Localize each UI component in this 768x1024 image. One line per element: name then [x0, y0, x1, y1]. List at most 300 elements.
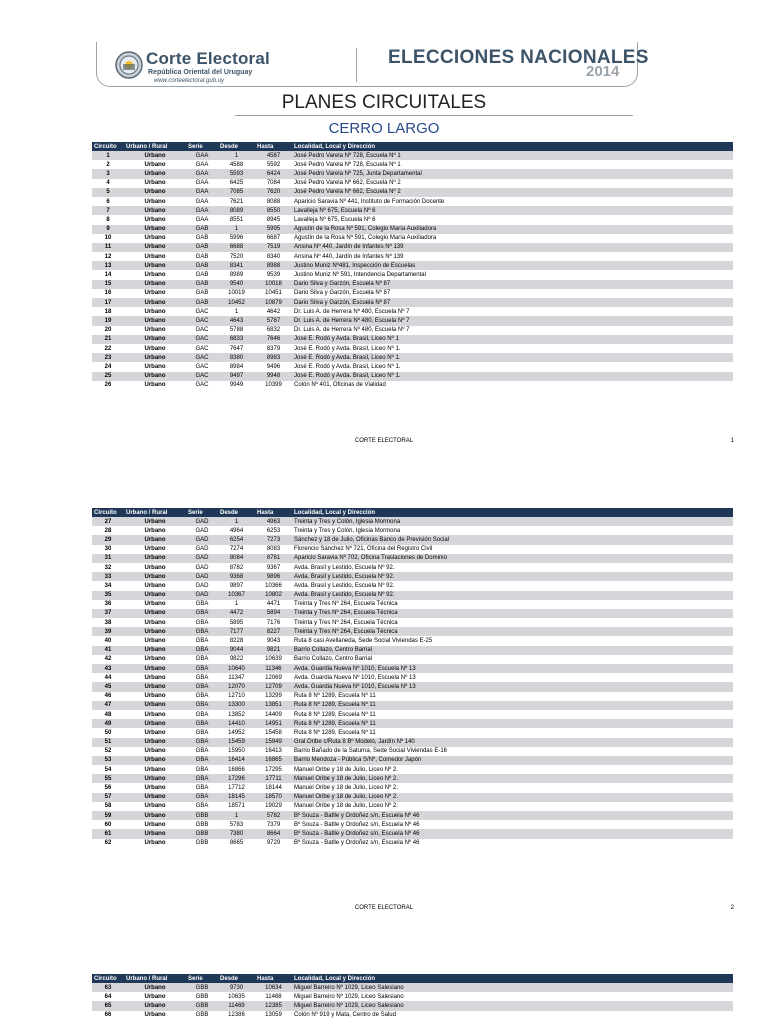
col-hasta: Hasta: [255, 508, 292, 517]
table-row: [92, 765, 733, 774]
area-type: Urbano: [144, 308, 166, 315]
circuit-number: 6: [106, 198, 110, 205]
brand-title: Corte Electoral: [146, 49, 270, 68]
circuit-number: 17: [92, 298, 124, 307]
range-from: 9822: [229, 656, 244, 663]
range-to: 4642: [266, 308, 281, 315]
location-address: Manuel Oribe y 18 de Julio, Liceo Nº 2.: [292, 793, 733, 802]
range-from: 7520: [229, 253, 244, 260]
range-to: 5592: [266, 161, 281, 168]
circuits-table-page-2: [92, 508, 733, 848]
circuit-number: 48: [104, 711, 112, 718]
location-address: Avda. Brasil y Lestido, Escuela Nº 92.: [294, 582, 395, 589]
location-address: Treinta y Tres Nº 264, Escuela Técnica: [292, 609, 733, 618]
circuit-number: 1: [92, 151, 124, 160]
page-number: 1: [730, 438, 734, 444]
area-type: Urbano: [144, 803, 166, 810]
circuit-number: 16: [104, 290, 112, 297]
area-type: Urbano: [144, 729, 166, 736]
location-address: Lavalleja Nº 675, Escuela Nº 6: [294, 216, 376, 223]
location-address: Bº Souza - Batlle y Ordoñez s/n, Escuela Nº 46: [292, 829, 733, 838]
series: GAB: [186, 261, 218, 270]
range-to: 7273: [255, 535, 292, 544]
circuit-number: 53: [92, 756, 124, 765]
area-type: Urbano: [124, 316, 186, 325]
area-type: Urbano: [144, 766, 166, 773]
range-to: 15458: [265, 729, 282, 736]
area-type: Urbano: [124, 983, 186, 992]
range-from: 14410: [218, 719, 255, 728]
series: GBA: [195, 803, 209, 810]
range-from: 8989: [229, 272, 244, 279]
area-type: Urbano: [144, 180, 166, 187]
circuit-number: 2: [106, 161, 110, 168]
location-address: José E. Rodó y Avda. Brasil, Liceo Nº 1.: [292, 353, 733, 362]
range-from: 1: [218, 151, 255, 160]
range-from: 7085: [218, 188, 255, 197]
area-type: Urbano: [124, 591, 186, 600]
location-address: Colón Nº 919 y Mata, Centro de Salud: [294, 1012, 396, 1019]
table-row: [92, 197, 733, 206]
table-row: [92, 738, 733, 747]
page-title: PLANES CIRCUITALES: [281, 92, 487, 113]
range-from: 9897: [229, 582, 244, 589]
range-to: 10879: [255, 298, 292, 307]
location-address: Treinta y Tres y Colón, Iglesia Mormona: [294, 527, 401, 534]
range-to: 19029: [265, 803, 282, 810]
table-row: [92, 747, 733, 756]
location-address: Treinta y Tres Nº 264, Escuela Técnica: [294, 601, 398, 608]
page-number: 2: [730, 905, 734, 911]
range-from: 1: [218, 517, 255, 526]
table-row: [92, 160, 733, 169]
range-from: 4588: [229, 161, 244, 168]
range-to: 7176: [266, 619, 281, 626]
range-from: 1: [234, 308, 239, 315]
table-row: [92, 756, 733, 765]
range-from: 9497: [218, 372, 255, 381]
table-row: [92, 829, 733, 838]
location-address: Sánchez y 18 de Julio, Oficinas Banco de Previsión Social: [292, 535, 733, 544]
range-from: 9044: [218, 646, 255, 655]
range-to: 13299: [265, 693, 282, 700]
area-type: Urbano: [124, 280, 186, 289]
range-from: 7177: [218, 627, 255, 636]
series: GAD: [186, 591, 218, 600]
circuit-number: 61: [92, 829, 124, 838]
area-type: Urbano: [144, 216, 166, 223]
series: GBB: [195, 821, 209, 828]
col-hasta: Hasta: [255, 974, 292, 983]
location-address: Treinta y Tres Nº 264, Escuela Técnica: [292, 627, 733, 636]
location-address: Ruta 8 Nº 1289, Escuela Nº 11: [292, 701, 733, 710]
table-row: [92, 372, 733, 381]
range-to: 10634: [255, 983, 292, 992]
circuit-number: 34: [104, 582, 112, 589]
series: GAC: [186, 335, 218, 344]
range-to: 14951: [255, 719, 292, 728]
location-address: Manuel Oribe y 18 de Julio, Liceo Nº 2.: [292, 774, 733, 783]
series: GAA: [186, 206, 218, 215]
area-type: Urbano: [144, 1012, 166, 1019]
range-from: 6254: [218, 535, 255, 544]
range-to: 10802: [255, 591, 292, 600]
location-address: Aparicio Saravia Nº 702, Oficina Traslaciones de Dominio: [292, 554, 733, 563]
circuit-number: 28: [104, 527, 112, 534]
circuit-number: 21: [92, 335, 124, 344]
range-to: 8983: [255, 353, 292, 362]
series: GBB: [186, 983, 218, 992]
location-address: Ruta 8 Nº 1289, Escuela Nº 11: [292, 719, 733, 728]
series: GAC: [195, 382, 209, 389]
range-from: 4964: [229, 527, 244, 534]
table-row: [92, 563, 733, 572]
location-address: Manuel Oribe y 18 de Julio, Liceo Nº 2.: [294, 766, 398, 773]
series: GAB: [195, 290, 209, 297]
series: GAD: [186, 554, 218, 563]
range-from: 14952: [228, 729, 245, 736]
range-from: 6425: [229, 180, 244, 187]
location-address: Barrio Collazo, Centro Barrial: [294, 656, 373, 663]
series: GBA: [195, 638, 209, 645]
location-address: Bº Souza - Batlle y Ordoñez s/n, Escuela Nº 46: [292, 811, 733, 820]
range-to: 4963: [255, 517, 292, 526]
circuit-number: 38: [104, 619, 112, 626]
location-address: Avda. Brasil y Lestido, Escuela Nº 92.: [292, 591, 733, 600]
range-to: 8227: [255, 627, 292, 636]
table-row: [92, 381, 733, 390]
area-type: Urbano: [124, 829, 186, 838]
series: GBA: [186, 719, 218, 728]
series: GBA: [186, 756, 218, 765]
col-desde: Desde: [218, 142, 255, 151]
location-address: Florencio Sánchez Nº 721, Oficina del Registro Civil: [294, 546, 433, 553]
col-circuito: Circuito: [92, 974, 124, 983]
corte-electoral-logo-icon: [114, 50, 144, 80]
section-title: CERRO LARGO: [328, 120, 440, 137]
election-title: ELECCIONES NACIONALES: [388, 47, 649, 68]
location-address: José E. Rodó y Avda. Brasil, Liceo Nº 1.: [294, 363, 401, 370]
circuit-number: 56: [104, 785, 112, 792]
range-from: 5783: [229, 821, 244, 828]
location-address: Avda. Guardia Nueva Nº 1010, Escuela Nº 13: [292, 682, 733, 691]
circuit-number: 9: [92, 225, 124, 234]
circuit-number: 12: [104, 253, 112, 260]
table-row: [92, 591, 733, 600]
circuit-number: 13: [92, 261, 124, 270]
table-row: [92, 627, 733, 636]
area-type: Urbano: [124, 206, 186, 215]
location-address: Avda. Guardia Nueva Nº 1010, Escuela Nº 13: [294, 674, 416, 681]
series: GBA: [186, 627, 218, 636]
header-divider: [356, 48, 357, 82]
range-from: 16866: [228, 766, 245, 773]
location-address: Justino Muniz Nº481, Inspección de Escuelas: [292, 261, 733, 270]
location-address: José E. Rodó y Avda. Brasil, Liceo Nº 1.: [292, 372, 733, 381]
series: GAD: [195, 582, 209, 589]
series: GAB: [186, 298, 218, 307]
range-from: 7647: [229, 345, 244, 352]
circuit-number: 64: [104, 993, 112, 1000]
circuit-number: 20: [104, 327, 112, 334]
circuits-table-page-3: [92, 974, 733, 1020]
col-localidad: Localidad, Local y Dirección: [292, 974, 733, 983]
table-row: [92, 701, 733, 710]
circuit-number: 46: [104, 693, 112, 700]
table-row: [92, 820, 733, 829]
table-row: [92, 206, 733, 215]
range-to: 10639: [265, 656, 282, 663]
circuit-number: 55: [92, 774, 124, 783]
area-type: Urbano: [124, 372, 186, 381]
series: GAA: [186, 151, 218, 160]
location-address: Avda. Brasil y Lestido, Escuela Nº 92.: [294, 564, 395, 571]
range-to: 9729: [266, 840, 281, 847]
col-urbano-rural: Urbano / Rural: [124, 974, 186, 983]
table-row: [92, 362, 733, 371]
range-from: 10019: [228, 290, 245, 297]
location-address: Miguel Barreiro Nº 1029, Liceo Salesiano: [292, 983, 733, 992]
range-to: 10399: [265, 382, 282, 389]
series: GAA: [195, 180, 209, 187]
title-divider: [235, 115, 633, 116]
table-row: [92, 554, 733, 563]
area-type: Urbano: [124, 756, 186, 765]
table-row: [92, 673, 733, 682]
area-type: Urbano: [144, 821, 166, 828]
area-type: Urbano: [124, 664, 186, 673]
range-to: 15949: [255, 738, 292, 747]
range-to: 5787: [255, 316, 292, 325]
area-type: Urbano: [124, 517, 186, 526]
location-address: Manuel Oribe y 18 de Julio, Liceo Nº 2.: [294, 785, 398, 792]
table-row: [92, 169, 733, 178]
table-row: [92, 316, 733, 325]
table-row: [92, 793, 733, 802]
area-type: Urbano: [144, 564, 166, 571]
series: GBA: [195, 674, 209, 681]
range-to: 4587: [255, 151, 292, 160]
range-to: 17711: [255, 774, 292, 783]
series: GAC: [186, 316, 218, 325]
series: GBA: [195, 693, 209, 700]
location-address: Bº Souza - Batlle y Ordoñez s/n, Escuela Nº 46: [294, 840, 420, 847]
series: GBA: [186, 682, 218, 691]
area-type: Urbano: [124, 701, 186, 710]
series: GAA: [186, 188, 218, 197]
area-type: Urbano: [144, 656, 166, 663]
circuit-number: 66: [104, 1012, 112, 1019]
series: GAD: [195, 546, 209, 553]
range-to: 7084: [266, 180, 281, 187]
area-type: Urbano: [124, 151, 186, 160]
series: GBB: [195, 1012, 209, 1019]
series: GBA: [195, 785, 209, 792]
location-address: Barrio Mendoza - Pública S/Nº, Comedor Japón: [292, 756, 733, 765]
series: GAA: [195, 161, 209, 168]
series: GBA: [186, 664, 218, 673]
location-address: Ansina Nº 440, Jardín de Infantes Nº 139: [292, 243, 733, 252]
table-row: [92, 609, 733, 618]
area-type: Urbano: [144, 253, 166, 260]
range-from: 12710: [228, 693, 245, 700]
circuit-number: 60: [104, 821, 112, 828]
circuit-number: 35: [92, 591, 124, 600]
area-type: Urbano: [124, 188, 186, 197]
series: GBA: [195, 766, 209, 773]
brand-subtitle: República Oriental del Uruguay: [148, 69, 253, 76]
series: GAD: [186, 572, 218, 581]
area-type: Urbano: [144, 382, 166, 389]
col-hasta: Hasta: [255, 142, 292, 151]
location-address: Treinta y Tres Nº 264, Escuela Técnica: [294, 619, 398, 626]
series: GAA: [186, 169, 218, 178]
col-desde: Desde: [218, 508, 255, 517]
area-type: Urbano: [124, 261, 186, 270]
col-urbano-rural: Urbano / Rural: [124, 142, 186, 151]
area-type: Urbano: [124, 243, 186, 252]
series: GAD: [186, 517, 218, 526]
area-type: Urbano: [144, 546, 166, 553]
range-to: 5995: [255, 225, 292, 234]
table-row: [92, 600, 733, 609]
area-type: Urbano: [144, 711, 166, 718]
range-from: 5996: [229, 235, 244, 242]
table-row: [92, 682, 733, 691]
location-address: Manuel Oribe y 18 de Julio, Liceo Nº 2.: [294, 803, 398, 810]
table-row: [92, 151, 733, 160]
area-type: Urbano: [124, 554, 186, 563]
area-type: Urbano: [144, 198, 166, 205]
range-from: 9540: [218, 280, 255, 289]
range-from: 8084: [218, 554, 255, 563]
series: GAB: [195, 272, 209, 279]
circuit-number: 57: [92, 793, 124, 802]
series: GBA: [195, 711, 209, 718]
table-row: [92, 188, 733, 197]
table-header: [92, 974, 733, 983]
range-to: 12069: [265, 674, 282, 681]
location-address: Miguel Barreiro Nº 1029, Liceo Salesiano: [292, 1001, 733, 1010]
range-from: 16414: [218, 756, 255, 765]
area-type: Urbano: [144, 748, 166, 755]
range-from: 5788: [229, 327, 244, 334]
location-address: Barrio Collazo, Centro Barrial: [292, 646, 733, 655]
circuit-number: 36: [104, 601, 112, 608]
table-row: [92, 783, 733, 792]
range-from: 6833: [218, 335, 255, 344]
range-from: 4643: [218, 316, 255, 325]
range-to: 6424: [255, 169, 292, 178]
range-to: 7646: [255, 335, 292, 344]
circuit-number: 30: [104, 546, 112, 553]
series: GAC: [195, 327, 209, 334]
series: GAB: [186, 243, 218, 252]
location-address: José Pedro Varela Nº 725, Junta Departamental: [292, 169, 733, 178]
area-type: Urbano: [124, 298, 186, 307]
col-serie: Serie: [186, 142, 218, 151]
series: GBA: [195, 601, 209, 608]
area-type: Urbano: [124, 335, 186, 344]
circuit-number: 32: [104, 564, 112, 571]
page-footer: CORTE ELECTORAL: [354, 905, 414, 911]
series: GAB: [195, 253, 209, 260]
col-localidad: Localidad, Local y Dirección: [292, 508, 733, 517]
range-from: 10452: [218, 298, 255, 307]
location-address: José Pedro Varela Nº 662, Escuela Nº 2: [294, 180, 401, 187]
range-from: 8089: [218, 206, 255, 215]
range-to: 18570: [255, 793, 292, 802]
table-row: [92, 636, 733, 645]
circuit-number: 14: [104, 272, 112, 279]
area-type: Urbano: [124, 811, 186, 820]
series: GAA: [195, 216, 209, 223]
series: GBA: [186, 793, 218, 802]
range-from: 17296: [218, 774, 255, 783]
range-from: 1: [234, 601, 239, 608]
series: GBB: [186, 811, 218, 820]
circuit-number: 15: [92, 280, 124, 289]
circuit-number: 7: [92, 206, 124, 215]
table-row: [92, 225, 733, 234]
range-to: 14409: [265, 711, 282, 718]
range-to: 8945: [266, 216, 281, 223]
range-to: 10451: [265, 290, 282, 297]
range-to: 8988: [255, 261, 292, 270]
area-type: Urbano: [124, 1001, 186, 1010]
series: GBA: [195, 748, 209, 755]
circuits-table-page-1: [92, 142, 733, 390]
circuit-number: 40: [104, 638, 112, 645]
location-address: José Pedro Varela Nº 728, Escuela Nº 1: [292, 151, 733, 160]
circuit-number: 11: [92, 243, 124, 252]
circuit-number: 65: [92, 1001, 124, 1010]
table-header: [92, 142, 733, 151]
table-row: [92, 326, 733, 335]
range-from: 5895: [229, 619, 244, 626]
series: GBB: [186, 829, 218, 838]
circuit-number: 59: [92, 811, 124, 820]
range-to: 12385: [255, 1001, 292, 1010]
range-to: 16865: [255, 756, 292, 765]
table-row: [92, 664, 733, 673]
range-from: 10640: [218, 664, 255, 673]
table-row: [92, 655, 733, 664]
area-type: Urbano: [144, 272, 166, 279]
location-address: Avda. Guardia Nueva Nº 1010, Escuela Nº 13: [292, 664, 733, 673]
range-to: 9948: [255, 372, 292, 381]
range-to: 13851: [255, 701, 292, 710]
range-to: 8379: [266, 345, 281, 352]
location-address: Lavalleja Nº 675, Escuela Nº 6: [292, 206, 733, 215]
series: GAB: [186, 280, 218, 289]
range-to: 6832: [266, 327, 281, 334]
area-type: Urbano: [144, 161, 166, 168]
range-to: 8664: [255, 829, 292, 838]
range-from: 8228: [229, 638, 244, 645]
table-row: [92, 270, 733, 279]
range-from: 13300: [218, 701, 255, 710]
area-type: Urbano: [124, 719, 186, 728]
circuit-number: 4: [106, 180, 110, 187]
table-row: [92, 353, 733, 362]
range-to: 8088: [266, 198, 281, 205]
col-serie: Serie: [186, 508, 218, 517]
series: GBA: [186, 701, 218, 710]
location-address: Bº Souza - Batlle y Ordoñez s/n, Escuela Nº 46: [294, 821, 420, 828]
area-type: Urbano: [144, 619, 166, 626]
circuit-number: 49: [92, 719, 124, 728]
